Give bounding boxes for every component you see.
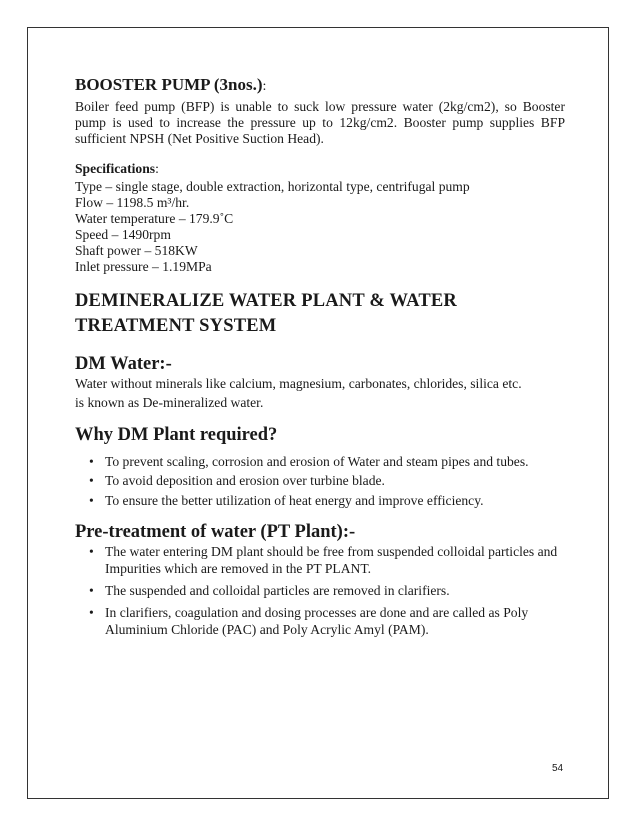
dm-water-text: Water without minerals like calcium, magnesium, carbonates, chlorides, silica etc. <box>75 376 522 391</box>
why-dm-list <box>75 453 565 509</box>
why-dm-heading: Why DM Plant required? <box>75 425 278 445</box>
pt-plant-heading: Pre-treatment of water (PT Plant):- <box>75 522 356 542</box>
spec-item: Shaft power – 518KW <box>75 243 198 258</box>
spec-item: Inlet pressure – 1.19MPa <box>75 259 212 274</box>
list-item: • To prevent scaling, corrosion and erosion of Water and steam pipes and tubes. <box>89 454 529 469</box>
list-item: • The suspended and colloidal particles are removed in clarifiers. <box>89 583 450 598</box>
list-item: • The water entering DM plant should be free from suspended colloidal particles and Impurities which are removed in the PT PLANT. <box>89 544 558 576</box>
spec-item: Flow – 1198.5 m³/hr. <box>75 195 190 210</box>
dm-water-heading: DM Water:- <box>75 354 172 374</box>
page-number: 54 <box>552 763 564 774</box>
dm-plant-heading: DEMINERALIZE WATER PLANT & WATER TREATMENT SYSTEM <box>75 291 457 336</box>
specifications-heading: Specifications: <box>75 161 159 176</box>
spec-item: Water temperature – 179.9˚C <box>75 211 234 226</box>
pt-plant-list <box>75 543 565 638</box>
page-content <box>75 75 565 638</box>
list-item: • In clarifiers, coagulation and dosing processes are done and are called as Poly Aluminium Chloride (PAC) and Poly Acrylic Amyl (PAM). <box>89 605 529 637</box>
spec-item: Type – single stage, double extraction, horizontal type, centrifugal pump <box>75 179 470 194</box>
spec-item: Speed – 1490rpm <box>75 227 171 242</box>
dm-water-text: is known as De-mineralized water. <box>75 395 264 410</box>
list-item: • To avoid deposition and erosion over turbine blade. <box>89 473 385 488</box>
list-item: • To ensure the better utilization of heat energy and improve efficiency. <box>89 493 484 508</box>
booster-pump-heading: BOOSTER PUMP (3nos.): <box>75 75 267 94</box>
booster-pump-description: Boiler feed pump (BFP) is unable to suck low pressure water (2kg/cm2), so Booster pump is used to increase the pressure up to 12kg/cm2. Booster pump supplies BFP sufficient NPSH (Net Positive Suction Head). <box>75 99 565 146</box>
